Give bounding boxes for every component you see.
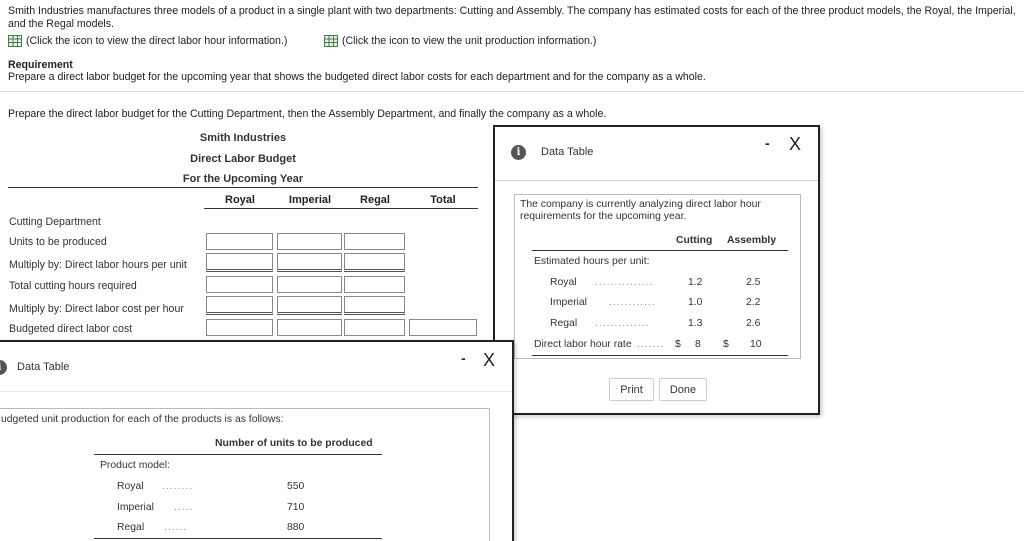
minimize-button[interactable]: - <box>765 135 770 151</box>
rate-label: Direct labor hour rate <box>534 339 632 350</box>
budget-header-rule <box>8 187 478 188</box>
col-assembly: Assembly <box>727 235 777 246</box>
units-col-rule <box>94 454 382 455</box>
input-rate-imperial[interactable] <box>277 296 342 315</box>
units-row-regal-units: 880 <box>287 522 305 533</box>
input-hpu-royal[interactable] <box>206 253 273 272</box>
units-data-table <box>0 408 490 541</box>
minimize-button[interactable]: - <box>461 350 466 366</box>
units-bottom-rule <box>94 538 382 539</box>
done-button[interactable]: Done <box>659 378 707 401</box>
row-hours-per-unit: Multiply by: Direct labor hours per unit <box>9 259 187 271</box>
labor-info-link-text[interactable]: (Click the icon to view the direct labor hour information.) <box>26 35 288 47</box>
labor-data-dialog <box>493 125 820 415</box>
units-row-royal-model: Royal <box>117 481 144 492</box>
units-info-link[interactable] <box>324 35 596 47</box>
rate-assembly: 10 <box>750 339 762 350</box>
input-hours-imperial[interactable] <box>277 276 342 293</box>
table-icon[interactable] <box>8 35 22 47</box>
problem-intro: Smith Industries manufactures three models of a product in a single plant with two departments: Cutting and Assembly. The company has estimated costs for each of the three product models, the Royal, the Imperial, and the Regal models. <box>8 5 1016 30</box>
input-cost-regal[interactable] <box>344 319 405 336</box>
section-cutting: Cutting Department <box>9 216 101 228</box>
labor-row-imperial-model: Imperial <box>550 297 587 308</box>
divider <box>0 91 1024 92</box>
rate-cutting: 8 <box>695 339 701 350</box>
labor-row-imperial-dots: ............ <box>609 297 656 308</box>
col-royal: Royal <box>225 194 255 206</box>
labor-row-royal-dots: ............... <box>595 277 654 288</box>
input-cost-imperial[interactable] <box>277 319 342 336</box>
labor-row-imperial-assembly: 2.2 <box>746 297 761 308</box>
input-hours-regal[interactable] <box>344 276 405 293</box>
input-units-royal[interactable] <box>206 233 273 250</box>
col-cutting: Cutting <box>676 235 713 246</box>
units-row-regal-dots: ...... <box>164 522 188 533</box>
rate-bottom-rule <box>532 355 788 356</box>
labor-row-imperial-cutting: 1.0 <box>688 297 703 308</box>
labor-row-royal-model: Royal <box>550 277 577 288</box>
input-units-imperial[interactable] <box>277 233 342 250</box>
budget-title: Direct Labor Budget <box>190 153 296 165</box>
units-row-imperial-dots: ..... <box>174 502 194 513</box>
requirement-block <box>8 59 706 83</box>
input-rate-regal[interactable] <box>344 296 405 315</box>
print-button[interactable]: Print <box>609 378 654 401</box>
rate-assembly-currency: $ <box>723 339 729 350</box>
col-imperial: Imperial <box>288 194 332 206</box>
product-model-label: Product model: <box>100 460 170 471</box>
row-units: Units to be produced <box>9 236 107 248</box>
labor-row-regal-assembly: 2.6 <box>746 318 761 329</box>
dialog-header-separator <box>495 180 818 181</box>
units-row-regal-model: Regal <box>117 522 145 533</box>
labor-row-royal-assembly: 2.5 <box>746 277 761 288</box>
labor-row-regal-model: Regal <box>550 318 578 329</box>
table-icon[interactable] <box>324 35 338 47</box>
row-total-hours: Total cutting hours required <box>9 280 137 292</box>
row-cost-per-hour: Multiply by: Direct labor cost per hour <box>9 303 184 315</box>
budget-period: For the Upcoming Year <box>182 173 304 185</box>
units-row-imperial-units: 710 <box>287 502 305 513</box>
input-hours-royal[interactable] <box>206 276 273 293</box>
labor-col-rule <box>532 250 788 251</box>
requirement-text: Prepare a direct labor budget for the upcoming year that shows the budgeted direct labor costs for each department and for the company as a whole. <box>8 71 706 83</box>
labor-row-regal-cutting: 1.3 <box>688 318 703 329</box>
rate-dots: ....... <box>637 339 665 350</box>
requirement-heading: Requirement <box>8 59 73 71</box>
dialog-title: Data Table <box>17 361 70 373</box>
units-row-imperial-model: Imperial <box>117 502 154 513</box>
labor-table-intro: The company is currently analyzing direct labor hour requirements for the upcoming year. <box>520 199 761 222</box>
input-rate-royal[interactable] <box>206 296 273 315</box>
row-budgeted-cost: Budgeted direct labor cost <box>9 323 133 335</box>
labor-info-link[interactable] <box>8 35 287 47</box>
budget-company: Smith Industries <box>199 132 287 144</box>
col-regal: Regal <box>360 194 390 206</box>
labor-row-regal-dots: .............. <box>595 318 650 329</box>
labor-data-table <box>514 194 801 359</box>
dialog-header-separator <box>0 391 512 392</box>
columns-rule <box>204 208 478 209</box>
rate-cutting-currency: $ <box>675 339 681 350</box>
units-table-intro: udgeted unit production for each of the products is as follows: <box>1 414 284 425</box>
instruction-text: Prepare the direct labor budget for the Cutting Department, then the Assembly Department, and finally the company as a whole. <box>8 108 607 120</box>
units-row-royal-units: 550 <box>287 481 305 492</box>
col-units-produced: Number of units to be produced <box>215 438 373 449</box>
units-data-dialog <box>0 340 514 541</box>
units-info-link-text[interactable]: (Click the icon to view the unit production information.) <box>342 35 597 47</box>
labor-row-royal-cutting: 1.2 <box>688 277 703 288</box>
units-row-royal-dots: ........ <box>162 481 194 492</box>
dialog-title: Data Table <box>541 146 594 158</box>
est-hours-label: Estimated hours per unit: <box>534 256 650 267</box>
input-cost-royal[interactable] <box>206 319 273 336</box>
info-icon: i <box>511 145 526 160</box>
close-button[interactable]: X <box>483 350 496 370</box>
input-units-regal[interactable] <box>344 233 405 250</box>
info-icon <box>0 360 7 375</box>
col-total: Total <box>430 194 456 206</box>
input-cost-total[interactable] <box>409 319 477 336</box>
close-button[interactable]: X <box>789 134 802 154</box>
input-hpu-regal[interactable] <box>344 253 405 272</box>
input-hpu-imperial[interactable] <box>277 253 342 272</box>
